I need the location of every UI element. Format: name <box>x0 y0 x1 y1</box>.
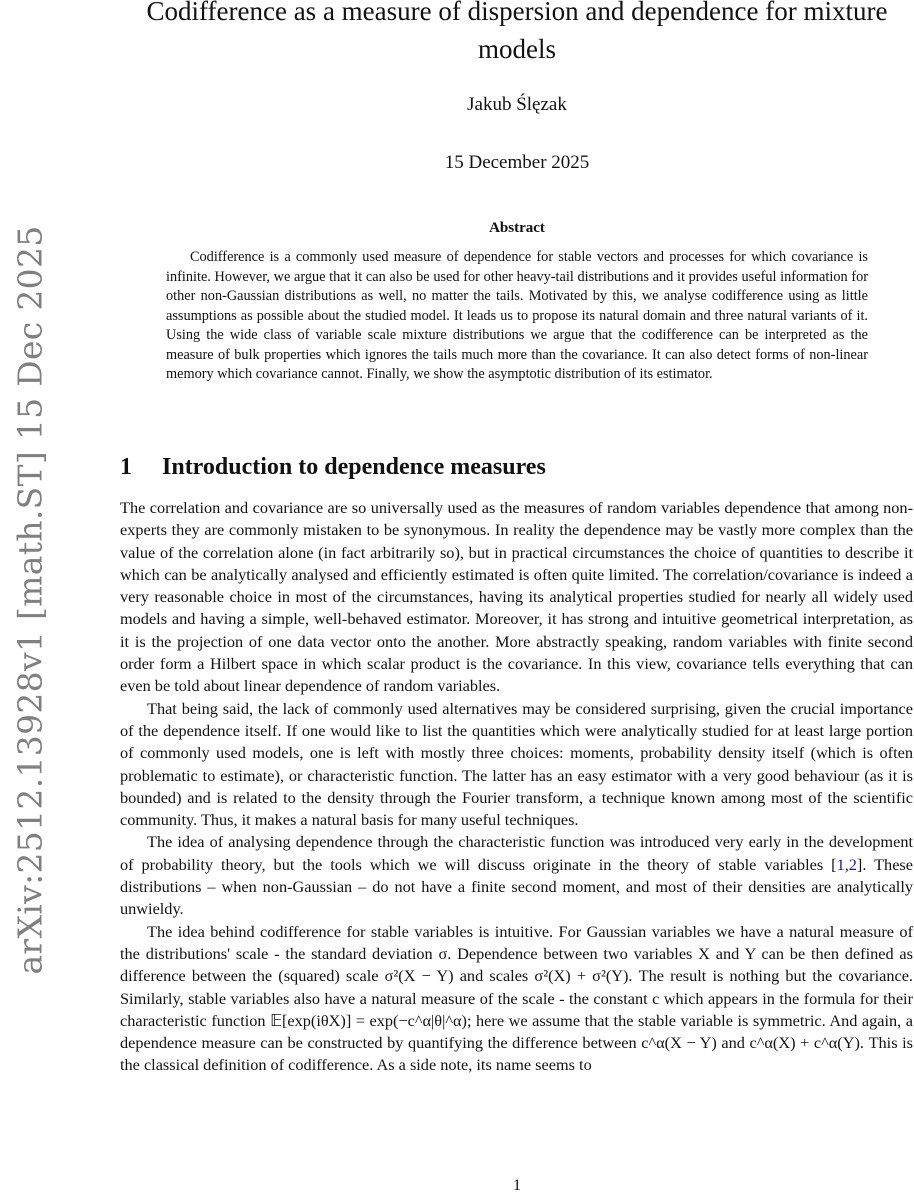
section-heading <box>120 454 546 481</box>
paper-title: Codifference as a measure of dispersion and dependence for mixture models <box>146 0 888 64</box>
abstract-heading: Abstract <box>489 220 545 236</box>
section-number: 1 <box>120 454 132 480</box>
citation-separator: , <box>844 854 849 874</box>
arxiv-stamp: arXiv:2512.13928v1 [math.ST] 15 Dec 2025 <box>10 225 50 975</box>
paragraph-3-text-b: ]. These distributions – when non-Gaussian – do not have a finite second moment, and most of their densities are analytically unwieldy. <box>120 854 913 919</box>
date: 15 December 2025 <box>444 152 590 173</box>
page-number: 1 <box>513 1177 521 1194</box>
citation-2[interactable]: 2 <box>848 854 857 874</box>
paragraph-1: The correlation and covariance are so universally used as the measures of random variables dependence that among non-experts they are commonly mistaken to be synonymous. In reality the dependence may be vastly more complex than the value of the correlation alone (in fact arbitrarily so), but in practical circumstances the choice of quantities to describe it which can be analytically analysed and efficiently estimated is often quite limited. The correlation/covariance is indeed a very reasonable choice in most of the circumstances, having its analytical properties studied for nearly all widely used models and having a simple, well-behaved estimator. Moreover, it has strong and intuitive geometrical interpretation, as it is the projection of one data vector onto the another. More abstractly speaking, random variables with finite second order form a Hilbert space in which scalar product is the covariance. In this view, covariance tells everything that can even be told about linear dependence of random variables. <box>120 498 913 696</box>
body-text <box>120 497 913 1077</box>
section-title: Introduction to dependence measures <box>162 454 546 480</box>
abstract-text: Codifference is a commonly used measure of dependence for stable vectors and processes for which covariance is infinite. However, we argue that it can also be used for other heavy-tail distributions and it provides useful information for other non-Gaussian distributions as well, no matter the tails. Motivated by this, we analyse codifference using as little assumptions as possible about the studied model. It leads us to propose its natural domain and three natural variants of it. Using the wide class of variable scale mixture distributions we argue that the codifference can be interpreted as the measure of bulk properties which ignores the tails much more than the covariance. It can also detect forms of non-linear memory which covariance cannot. Finally, we show the asymptotic distribution of its estimator. <box>166 249 868 382</box>
citation-1[interactable]: 1 <box>836 854 845 874</box>
paragraph-4: The idea behind codifference for stable variables is intuitive. For Gaussian variables we have a natural measure of the distributions' scale - the standard deviation σ. Dependence between two variables X and Y can be then defined as difference between the (squared) scale σ²(X − Y) and scales σ²(X) + σ²(Y). The result is nothing but the covariance. Similarly, stable variables also have a natural measure of the scale - the constant c which appears in the formula for their characteristic function 𝔼[exp(iθX)] = exp(−c^α|θ|^α); here we assume that the stable variable is symmetric. And again, a dependence measure can be constructed by quantifying the difference between c^α(X − Y) and c^α(X) + c^α(Y). This is the classical definition of codifference. As a side note, its name seems to <box>120 921 913 1075</box>
paragraph-3 <box>120 831 913 920</box>
author: Jakub Ślęzak <box>467 94 567 115</box>
paragraph-2: That being said, the lack of commonly used alternatives may be considered surprising, given the crucial importance of the dependence itself. If one would like to list the quantities which were analytically studied for at least large portion of commonly used models, one is left with mostly three choices: moments, probability density itself (which is often problematic to estimate), or characteristic function. The latter has an easy estimator with a very good behaviour (as it is bounded) and is related to the density through the Fourier transform, a technique known among most of the scientific community. Thus, it makes a natural basis for many useful techniques. <box>120 698 913 830</box>
paragraph-3-text-a: The idea of analysing dependence through the characteristic function was introduced very early in the development of probability theory, but the tools which we will discuss originate in the theory of stable variables [ <box>120 832 913 874</box>
